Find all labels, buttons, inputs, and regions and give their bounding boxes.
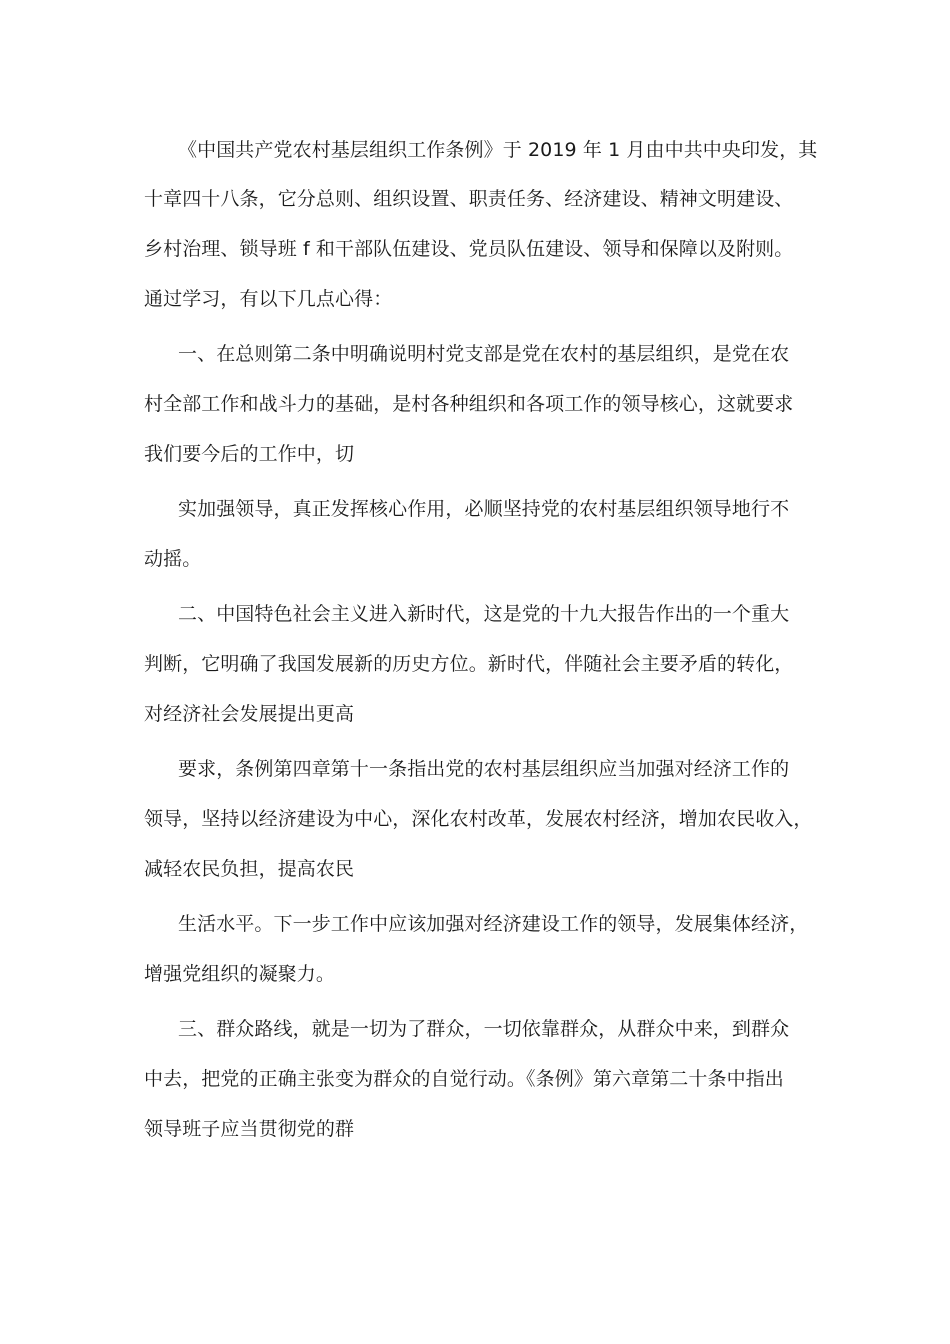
text-line: 一、在总则第二条中明确说明村党支部是党在农村的基层组织，是党在农 xyxy=(178,343,790,365)
text-line: 要求，条例第四章第十一条指出党的农村基层组织应当加强对经济工作的 xyxy=(178,758,790,780)
text-line: 增强党组织的凝聚力。 xyxy=(144,963,336,985)
text-line: 领导班子应当贯彻党的群 xyxy=(144,1118,355,1140)
text-line: 二、中国特色社会主义进入新时代，这是党的十九大报告作出的一个重大 xyxy=(178,603,790,625)
text-line: 动摇。 xyxy=(144,548,202,570)
text-line: 三、群众路线，就是一切为了群众，一切依靠群众，从群众中来，到群众 xyxy=(178,1018,790,1040)
text-line: 实加强领导，真正发挥核心作用，必顺坚持党的农村基层组织领导地行不 xyxy=(178,498,790,520)
text-line: 生活水平。下一步工作中应该加强对经济建设工作的领导，发展集体经济， xyxy=(178,913,809,935)
text-line: 我们要今后的工作中，切 xyxy=(144,443,355,465)
text-line: 村全部工作和战斗力的基础，是村各种组织和各项工作的领导核心，这就要求 xyxy=(144,393,794,415)
text-line: 对经济社会发展提出更高 xyxy=(144,703,355,725)
text-line: 十章四十八条，它分总则、组织设置、职责任务、经济建设、精神文明建设、 xyxy=(144,188,794,210)
text-line: 减轻农民负担，提高农民 xyxy=(144,858,355,880)
text-line: 判断，它明确了我国发展新的历史方位。新时代，伴随社会主要矛盾的转化， xyxy=(144,653,794,675)
text-line: 通过学习，有以下几点心得： xyxy=(144,288,393,310)
text-line: 领导，坚持以经济建设为中心，深化农村改革，发展农村经济，增加农民收入， xyxy=(144,808,813,830)
text-line: 乡村治理、锁导班 f 和干部队伍建设、党员队伍建设、领导和保障以及附则。 xyxy=(144,238,794,260)
text-line: 中去，把党的正确主张变为群众的自觉行动。《条例》第六章第二十条中指出 xyxy=(144,1068,784,1090)
text-line: 《中国共产党农村基层组织工作条例》于 2019 年 1 月由中共中央印发，其 xyxy=(178,139,818,161)
